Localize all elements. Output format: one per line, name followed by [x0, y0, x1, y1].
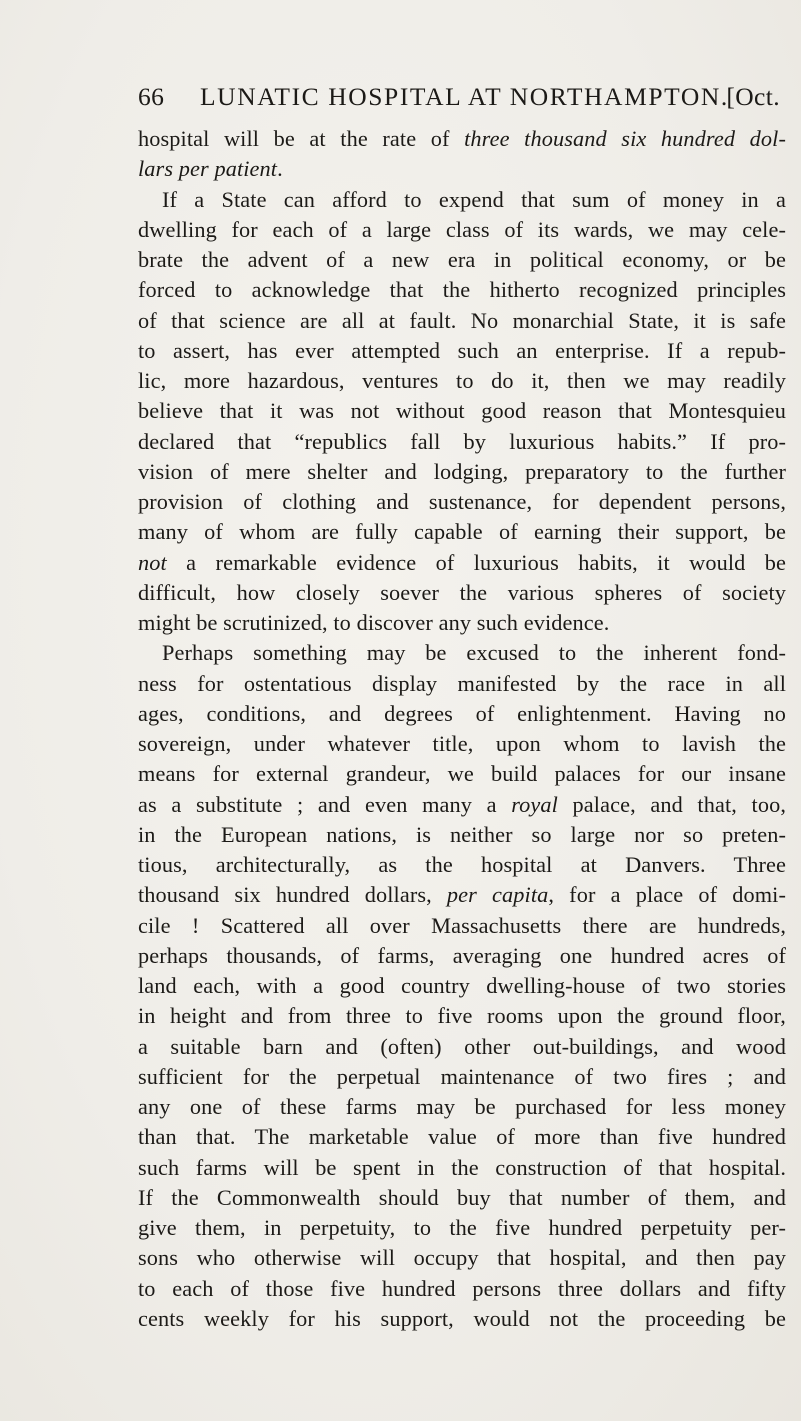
text-line: brate the advent of a new era in political economy, or be — [138, 247, 786, 272]
text-line: as a substitute ; and even many a royal palace, and that, too, — [138, 791, 786, 817]
text-line: dwelling for each of a large class of its wards, we may cele- — [138, 216, 786, 242]
text-line: to assert, has ever attempted such an enterprise. If a repub- — [138, 337, 786, 363]
text-line: of that science are all at fault. No monarchial State, it is safe — [138, 307, 786, 333]
text-line: might be scrutinized, to discover any such evidence. — [138, 610, 610, 635]
running-header — [138, 82, 780, 118]
text-line: sovereign, under whatever title, upon whom to lavish the — [138, 731, 786, 756]
text-line: not a remarkable evidence of luxurious habits, it would be — [138, 549, 786, 575]
text-line: difficult, how closely soever the various spheres of society — [138, 579, 786, 605]
text-line: many of whom are fully capable of earning their support, be — [138, 519, 786, 545]
text-line: forced to acknowledge that the hitherto recognized principles — [138, 277, 786, 303]
text-line: sons who otherwise will occupy that hospital, and then pay — [138, 1245, 786, 1271]
text-line: cile ! Scattered all over Massachusetts there are hundreds, — [138, 912, 786, 938]
text-line: perhaps thousands, of farms, averaging one hundred acres of — [138, 942, 786, 968]
text-line: Perhaps something may be excused to the inherent fond- — [162, 640, 786, 666]
running-title: LUNATIC HOSPITAL AT NORTHAMPTON. — [200, 82, 729, 111]
text-line: ness for ostentatious display manifested by the race in all — [138, 670, 786, 696]
text-line: than that. The marketable value of more than five hundred — [138, 1124, 786, 1150]
text-line: ages, conditions, and degrees of enlightenment. Having no — [138, 700, 786, 726]
text-line: vision of mere shelter and lodging, preparatory to the further — [138, 458, 786, 484]
text-line: lars per patient. — [138, 156, 283, 182]
text-line: tious, architecturally, as the hospital at Danvers. Three — [138, 852, 786, 877]
text-line: land each, with a good country dwelling-house of two stories — [138, 973, 786, 998]
text-line: If the Commonwealth should buy that number of them, and — [138, 1184, 786, 1210]
text-line: provision of clothing and sustenance, for dependent persons, — [138, 489, 786, 514]
page-number: 66 — [138, 82, 165, 111]
text-line: any one of these farms may be purchased for less money — [138, 1094, 786, 1119]
text-line: sufficient for the perpetual maintenance of two fires ; and — [138, 1063, 786, 1089]
body-text — [138, 124, 786, 1334]
text-line: such farms will be spent in the construction of that hospital. — [138, 1154, 786, 1180]
header-month: [Oct. — [726, 82, 780, 111]
text-line: declared that “republics fall by luxurious habits.” If pro- — [138, 428, 786, 454]
text-line: lic, more hazardous, ventures to do it, then we may readily — [138, 368, 786, 393]
text-line: thousand six hundred dollars, per capita, for a place of domi- — [138, 882, 786, 908]
text-line: means for external grandeur, we build palaces for our insane — [138, 761, 786, 787]
text-line: hospital will be at the rate of three thousand six hundred dol- — [138, 126, 786, 151]
text-line: cents weekly for his support, would not the proceeding be — [138, 1305, 786, 1331]
text-line: If a State can afford to expend that sum of money in a — [162, 186, 786, 212]
text-line: in the European nations, is neither so large nor so preten- — [138, 821, 786, 847]
text-line: give them, in perpetuity, to the five hundred perpetuity per- — [138, 1215, 786, 1240]
text-line: to each of those five hundred persons three dollars and fifty — [138, 1275, 786, 1301]
text-line: believe that it was not without good reason that Montesquieu — [138, 398, 786, 424]
text-line: a suitable barn and (often) other out-buildings, and wood — [138, 1033, 786, 1059]
text-line: in height and from three to five rooms upon the ground floor, — [138, 1003, 786, 1029]
